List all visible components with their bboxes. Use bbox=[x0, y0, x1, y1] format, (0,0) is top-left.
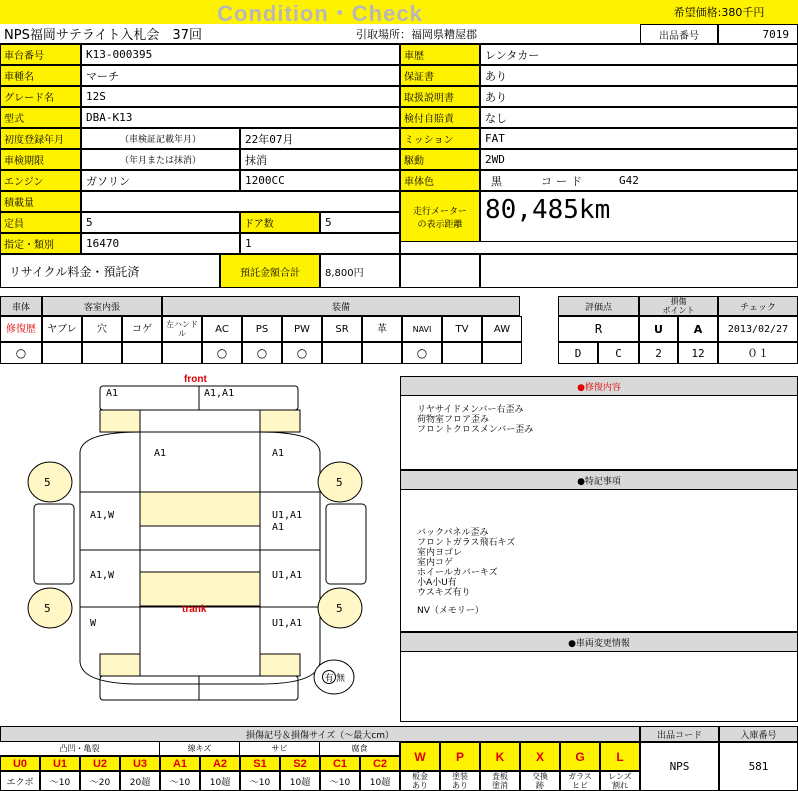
equip-col-mark bbox=[442, 342, 482, 364]
recycle-deposit-label: 預託金額合計 bbox=[220, 254, 320, 288]
legend-group: 腐食 bbox=[320, 742, 400, 756]
equip-col-mark bbox=[482, 342, 522, 364]
desired-price bbox=[640, 0, 798, 24]
tire-rl-depth: 5 bbox=[44, 602, 51, 615]
legend-group: 線キズ bbox=[160, 742, 240, 756]
headlight-left bbox=[100, 410, 140, 432]
damage-front-left: A1 bbox=[106, 388, 119, 399]
tire-fl-depth: 5 bbox=[44, 476, 51, 489]
front-label: front bbox=[184, 374, 207, 385]
damage-hood-right: A1 bbox=[272, 448, 285, 459]
pickup-location: 引取場所：福岡県糟屋郡 bbox=[350, 24, 640, 44]
equip-col-label: PW bbox=[282, 316, 322, 342]
first-registration-value: 22年07月 bbox=[240, 128, 400, 149]
field-value-type: DBA-K13 bbox=[81, 107, 400, 128]
damage-door-rl: A1,W bbox=[90, 570, 115, 581]
legend-letter-meaning: 塗装 あり bbox=[440, 771, 480, 791]
equip-col-label: 左ハンドル bbox=[162, 316, 202, 342]
listing-code-value: NPS bbox=[640, 742, 719, 791]
recycle-row: リサイクル料金・預託済 bbox=[0, 254, 220, 288]
body-color-row bbox=[480, 170, 798, 191]
equip-col-label: AC bbox=[202, 316, 242, 342]
remark-line: フロントガラス飛石キズ bbox=[417, 538, 516, 548]
field-label-designation: 指定・類別 bbox=[0, 233, 81, 254]
equip-col-mark: ○ bbox=[0, 342, 42, 364]
field-label-engine: エンジン bbox=[0, 170, 81, 191]
damage-rear-right: U1,A1 bbox=[272, 618, 303, 629]
field-label-transmission: ミッション bbox=[400, 128, 480, 149]
equip-header-interior: 客室内張 bbox=[42, 296, 162, 316]
field-label-odometer: 走行メーター の表示距離 bbox=[400, 191, 480, 242]
legend-size: 20超 bbox=[120, 771, 160, 791]
left-front-side bbox=[34, 504, 74, 584]
field-value-history: レンタカー bbox=[480, 44, 798, 65]
field-value-transmission: FAT bbox=[480, 128, 798, 149]
repair-line: 荷物室フロア歪み bbox=[417, 415, 490, 425]
legend-letter: G bbox=[560, 742, 600, 771]
modifications-body bbox=[400, 652, 798, 722]
repair-line: リヤサイドメンバー右歪み bbox=[417, 405, 524, 415]
damage-rear-left: W bbox=[90, 618, 97, 629]
check-date: 2013/02/27 bbox=[718, 316, 798, 342]
inspection-value: 抹消 bbox=[240, 149, 400, 170]
check-header: チェック bbox=[718, 296, 798, 316]
listing-code-label: 出品コード bbox=[640, 726, 719, 742]
equip-col-label: SR bbox=[322, 316, 362, 342]
damage-front-right: A1,A1 bbox=[204, 388, 235, 399]
engine-displacement: 1200CC bbox=[240, 170, 400, 191]
equip-col-label: 穴 bbox=[82, 316, 122, 342]
equip-col-mark: ○ bbox=[202, 342, 242, 364]
taillight-left bbox=[100, 654, 140, 676]
equip-col-mark: ○ bbox=[282, 342, 322, 364]
rear-window bbox=[140, 572, 260, 606]
remark-line: バックパネル歪み bbox=[417, 528, 489, 538]
tire-fr-depth: 5 bbox=[336, 476, 343, 489]
legend-letter: P bbox=[440, 742, 480, 771]
rear-label: trank bbox=[182, 604, 207, 615]
equip-col-label: NAVI bbox=[402, 316, 442, 342]
remarks-body bbox=[400, 490, 798, 632]
field-label-model: 車種名 bbox=[0, 65, 81, 86]
listing-number-label: 出品番号 bbox=[640, 24, 718, 44]
field-label-loading: 積載量 bbox=[0, 191, 81, 212]
score-value: R bbox=[558, 316, 639, 342]
equip-col-mark bbox=[42, 342, 82, 364]
equip-col-label: PS bbox=[242, 316, 282, 342]
damage-door-fr: U1,A1 bbox=[272, 510, 303, 521]
legend-letter-meaning: 査板 塗消 bbox=[480, 771, 520, 791]
first-registration-note: （車検証記載年月） bbox=[81, 128, 240, 149]
designation-value-1: 16470 bbox=[81, 233, 240, 254]
damage-a-value: 12 bbox=[678, 342, 718, 364]
modifications-title: ●車両変更情報 bbox=[400, 632, 798, 652]
score-header: 評価点 bbox=[558, 296, 639, 316]
body-color-value: 黒 bbox=[491, 174, 502, 188]
legend-letter-meaning: レンズ 割れ bbox=[600, 771, 640, 791]
field-label-body-color: 車体色 bbox=[400, 170, 480, 191]
remark-line: NV（メモリー） bbox=[417, 606, 484, 616]
equip-col-mark: ○ bbox=[242, 342, 282, 364]
equip-col-label: ヤブレ bbox=[42, 316, 82, 342]
inspection-note: （年月または抹消） bbox=[81, 149, 240, 170]
loading-value bbox=[81, 191, 400, 212]
legend-code: C2 bbox=[360, 756, 400, 771]
legend-code: A1 bbox=[160, 756, 200, 771]
damage-a-label: A bbox=[678, 316, 718, 342]
legend-size: 〜10 bbox=[240, 771, 280, 791]
legend-size: 〜10 bbox=[40, 771, 80, 791]
entry-number-value: 581 bbox=[719, 742, 798, 791]
damage-door-fl: A1,W bbox=[90, 510, 115, 521]
desired-price-label: 希望価格:380千円 bbox=[673, 6, 765, 19]
legend-letter: X bbox=[520, 742, 560, 771]
legend-letter-meaning: 交換 跡 bbox=[520, 771, 560, 791]
damage-door-rr: U1,A1 bbox=[272, 570, 303, 581]
equip-col-mark bbox=[162, 342, 202, 364]
banner bbox=[0, 0, 640, 24]
remark-line: 室内コゲ bbox=[417, 558, 454, 568]
field-label-history: 車歴 bbox=[400, 44, 480, 65]
equip-col-mark: ○ bbox=[402, 342, 442, 364]
field-label-inspection: 車検期限 bbox=[0, 149, 81, 170]
field-value-drive: 2WD bbox=[480, 149, 798, 170]
field-label-warranty: 保証書 bbox=[400, 65, 480, 86]
remark-line: 室内ヨゴレ bbox=[417, 548, 463, 558]
doors-value: 5 bbox=[320, 212, 400, 233]
field-label-doors: ドア数 bbox=[240, 212, 320, 233]
equip-col-mark bbox=[82, 342, 122, 364]
field-label-manual: 取扱説明書 bbox=[400, 86, 480, 107]
designation-value-2: 1 bbox=[240, 233, 400, 254]
equip-col-label: 革 bbox=[362, 316, 402, 342]
equip-header-equipment: 装備 bbox=[162, 296, 520, 316]
field-label-drive: 駆動 bbox=[400, 149, 480, 170]
remark-line: ウスキズ有り bbox=[417, 588, 471, 598]
equip-col-label: 修復歴 bbox=[0, 316, 42, 342]
body-outline bbox=[80, 432, 320, 684]
equip-col-mark bbox=[122, 342, 162, 364]
legend-letter-meaning: 板金 あり bbox=[400, 771, 440, 791]
listing-number: 7019 bbox=[718, 24, 798, 44]
equip-header-body: 車体 bbox=[0, 296, 42, 316]
windshield bbox=[140, 492, 260, 526]
tire-rr-depth: 5 bbox=[336, 602, 343, 615]
legend-size: 〜20 bbox=[80, 771, 120, 791]
field-label-grade: グレード名 bbox=[0, 86, 81, 107]
legend-letter: K bbox=[480, 742, 520, 771]
legend-code: U1 bbox=[40, 756, 80, 771]
check-value: ０１ bbox=[718, 342, 798, 364]
field-label-insurance: 検付自賠責 bbox=[400, 107, 480, 128]
legend-code: A2 bbox=[200, 756, 240, 771]
right-front-side bbox=[326, 504, 366, 584]
field-label-type: 型式 bbox=[0, 107, 81, 128]
body-color-code-label: コード bbox=[541, 174, 586, 188]
legend-code: S1 bbox=[240, 756, 280, 771]
legend-code: U2 bbox=[80, 756, 120, 771]
field-value-model: マーチ bbox=[81, 65, 400, 86]
grade-left: D bbox=[558, 342, 598, 364]
repair-body bbox=[400, 396, 798, 470]
legend-size: 10超 bbox=[200, 771, 240, 791]
damage-u-value: 2 bbox=[639, 342, 678, 364]
damage-point-header: 損傷 ポイント bbox=[639, 296, 718, 316]
damage-hood-left: A1 bbox=[154, 448, 167, 459]
odometer-value: 80,485km bbox=[480, 191, 798, 242]
recycle-blank-1 bbox=[400, 254, 480, 288]
field-label-first-registration: 初度登録年月 bbox=[0, 128, 81, 149]
equip-col-label: コゲ bbox=[122, 316, 162, 342]
auction-name: NPS福岡サテライト入札会 37回 bbox=[0, 24, 350, 44]
field-label-capacity: 定員 bbox=[0, 212, 81, 233]
damage-u-label: U bbox=[639, 316, 678, 342]
taillight-right bbox=[260, 654, 300, 676]
remark-line bbox=[417, 598, 797, 606]
legend-size: エクボ bbox=[0, 771, 40, 791]
remark-line: 小A小U有 bbox=[417, 578, 457, 588]
remark-line: ホイールカバーキズ bbox=[417, 568, 498, 578]
legend-title: 損傷記号＆損傷サイズ（〜最大cm） bbox=[0, 726, 640, 742]
recycle-deposit-value: 8,800円 bbox=[320, 254, 400, 288]
legend-group: 凸凹・亀裂 bbox=[0, 742, 160, 756]
spare-tire-status bbox=[322, 670, 345, 684]
repair-line: フロントクロスメンバー歪み bbox=[417, 425, 534, 435]
entry-number-label: 入庫番号 bbox=[719, 726, 798, 742]
engine-fuel: ガソリン bbox=[81, 170, 240, 191]
legend-letter: W bbox=[400, 742, 440, 771]
legend-size: 10超 bbox=[360, 771, 400, 791]
grade-right: C bbox=[598, 342, 639, 364]
repair-title: ●修復内容 bbox=[400, 376, 798, 396]
field-value-grade: 12S bbox=[81, 86, 400, 107]
legend-code: U0 bbox=[0, 756, 40, 771]
field-value-manual: あり bbox=[480, 86, 798, 107]
spare-none: 無 bbox=[336, 673, 346, 684]
equip-col-mark bbox=[322, 342, 362, 364]
legend-size: 〜10 bbox=[160, 771, 200, 791]
field-value-warranty: あり bbox=[480, 65, 798, 86]
damage-door-fr2: A1 bbox=[272, 522, 285, 533]
field-value-insurance: なし bbox=[480, 107, 798, 128]
field-value-chassis: K13-000395 bbox=[81, 44, 400, 65]
field-label-chassis: 車台番号 bbox=[0, 44, 81, 65]
legend-code: S2 bbox=[280, 756, 320, 771]
equip-col-mark bbox=[362, 342, 402, 364]
banner-title: Condition・Check bbox=[217, 0, 423, 24]
legend-code: C1 bbox=[320, 756, 360, 771]
legend-letter-meaning: ガラス ヒビ bbox=[560, 771, 600, 791]
legend-letter: L bbox=[600, 742, 640, 771]
body-color-code: G42 bbox=[619, 174, 639, 187]
equip-col-label: AW bbox=[482, 316, 522, 342]
legend-size: 〜10 bbox=[320, 771, 360, 791]
legend-group: サビ bbox=[240, 742, 320, 756]
capacity-value: 5 bbox=[81, 212, 240, 233]
recycle-blank-2 bbox=[480, 254, 798, 288]
equip-col-label: TV bbox=[442, 316, 482, 342]
headlight-right bbox=[260, 410, 300, 432]
remarks-title: ●特記事項 bbox=[400, 470, 798, 490]
spare-have: 有 bbox=[322, 670, 336, 684]
legend-code: U3 bbox=[120, 756, 160, 771]
odometer-spacer bbox=[400, 242, 798, 254]
legend-size: 10超 bbox=[280, 771, 320, 791]
